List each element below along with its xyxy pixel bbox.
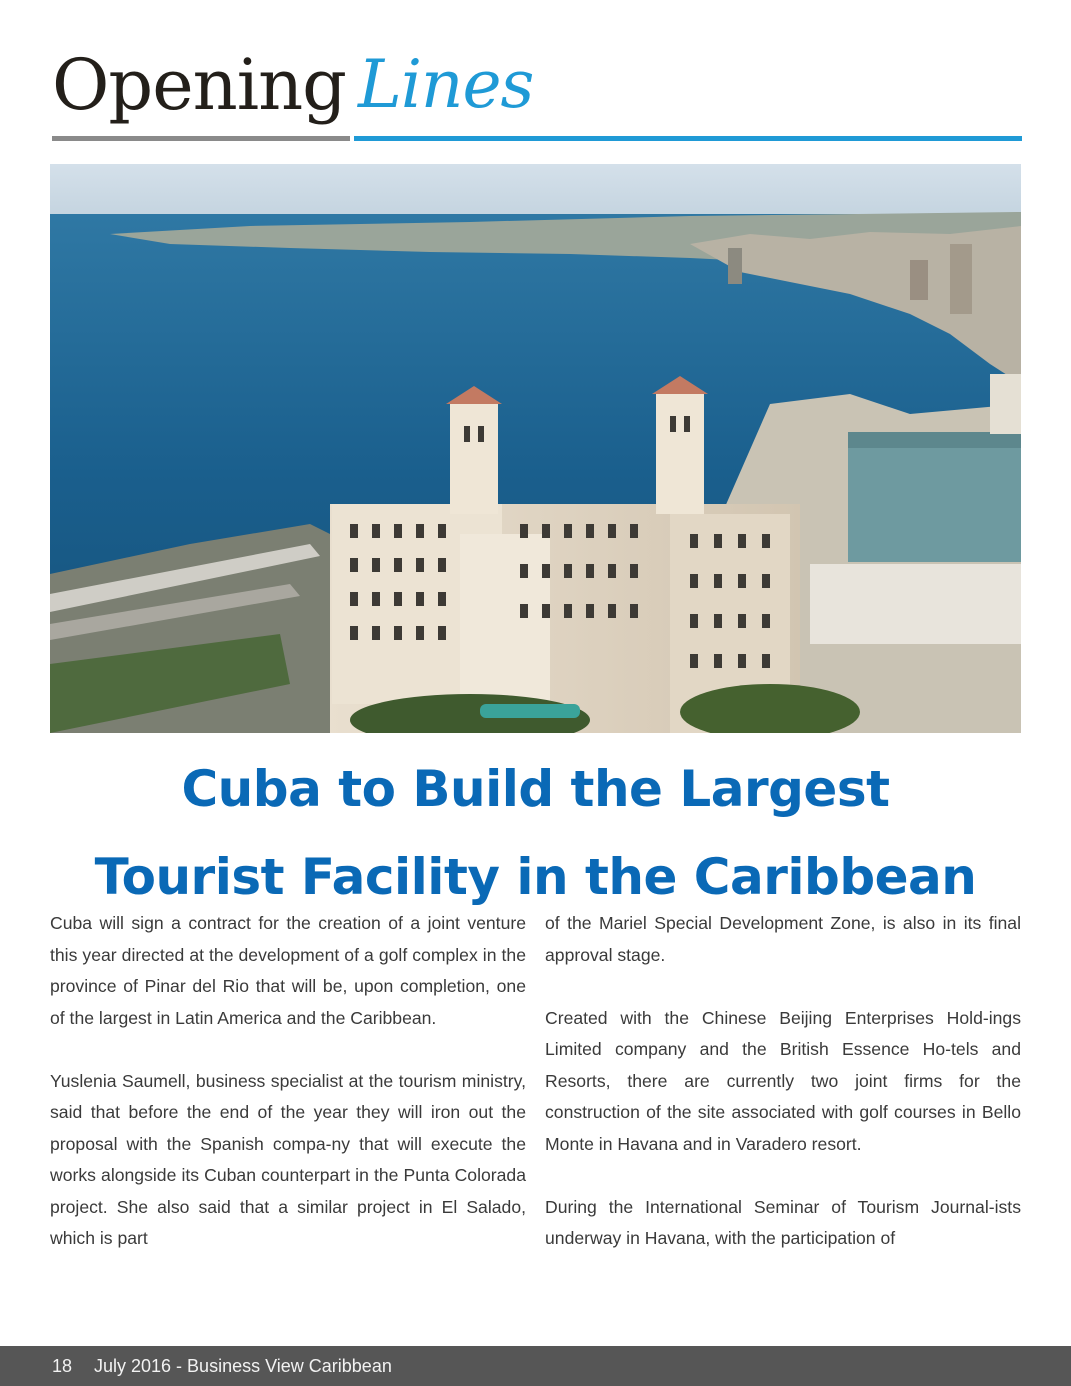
hero-photo [50, 164, 1021, 733]
page-footer [0, 1346, 1071, 1386]
paragraph: Cuba will sign a contract for the creation of a joint venture this year directed at the development of a golf complex in the province of Pinar del Rio that will be, upon completion, one of the largest in Latin America and the Caribbean. [50, 913, 526, 1028]
section-title-lines: Lines [358, 46, 534, 123]
article-body [50, 908, 1021, 1255]
headline-line-1: Cuba to Build the Largest [181, 760, 890, 818]
paragraph: Yuslenia Saumell, business specialist at the tourism ministry, said that before the end of the year they will iron out the proposal with the Spanish compa-ny that will execute the works alongside its Cuban counterpart in the Punta Colorada project. She also said that a similar project in El Salado, which is part [50, 1070, 526, 1248]
hotel-coastline-illustration [50, 164, 1021, 733]
paragraph: of the Mariel Special Development Zone, is also in its final approval stage. [545, 913, 1021, 965]
section-header [52, 40, 1022, 146]
column-left [50, 908, 526, 1255]
section-title-opening: Opening [52, 44, 346, 126]
paragraph: During the International Seminar of Tourism Journal-ists underway in Havana, with the participation of [545, 1196, 1021, 1248]
publication-line: July 2016 - Business View Caribbean [94, 1356, 392, 1376]
headline-line-2: Tourist Facility in the Caribbean [94, 848, 977, 906]
article-headline [50, 745, 1021, 921]
column-right [545, 908, 1021, 1255]
paragraph: Created with the Chinese Beijing Enterprises Hold-ings Limited company and the British Essence Ho-tels and Resorts, there are currently two joint firms for the construction of the site associated with golf courses in Bello Monte in Havana and in Varadero resort. [545, 1007, 1021, 1154]
page-number: 18 [52, 1356, 73, 1376]
header-rule-gray [52, 136, 350, 141]
header-rule-blue [354, 136, 1022, 141]
